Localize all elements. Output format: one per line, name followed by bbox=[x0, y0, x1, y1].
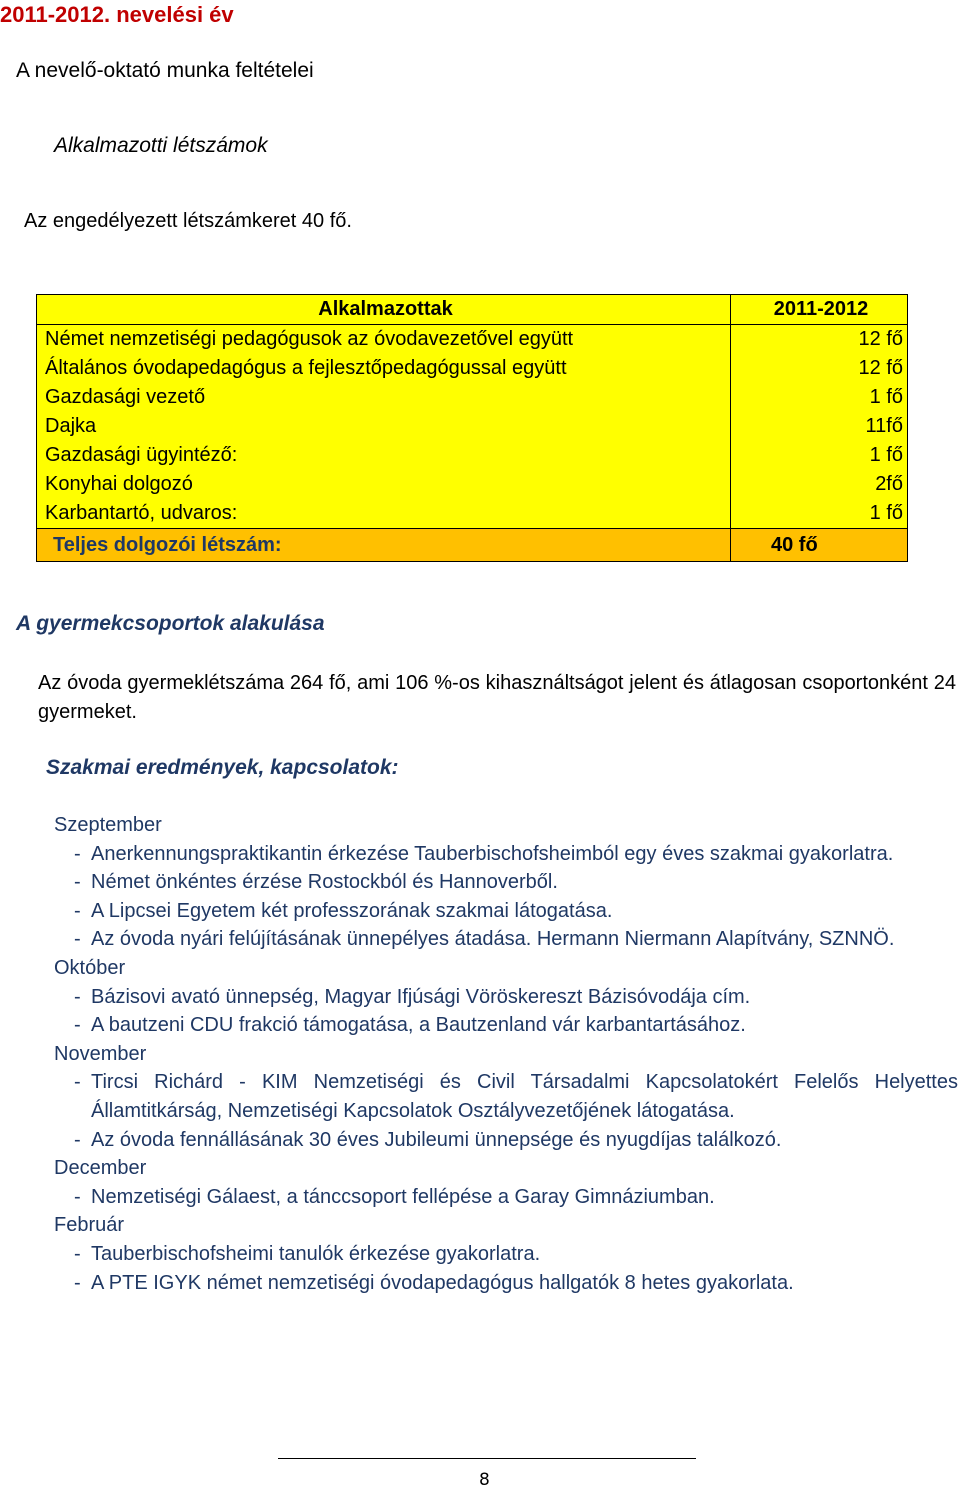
groups-paragraph bbox=[16, 669, 956, 727]
list-bullet: - bbox=[74, 1071, 81, 1094]
groups-text: Az óvoda gyermeklétszáma 264 fő, ami 106 %-os kihasználtságot jelent és átlagosan csoportonként 24 gyermeket. bbox=[38, 672, 956, 723]
staff-total-row bbox=[37, 529, 908, 562]
list-item bbox=[54, 1011, 958, 1040]
list-bullet: - bbox=[74, 928, 81, 951]
staff-row-value: 1 fő bbox=[731, 499, 908, 529]
list-bullet: - bbox=[74, 985, 81, 1008]
list-bullet: - bbox=[74, 899, 81, 922]
event-text: Tircsi Richárd - KIM Nemzetiségi és Civil Társadalmi Kapcsolatokért Felelős Helyettes Államtitkárság, Nemzetiségi Kapcsolatok Osztályvezetőjének látogatása. bbox=[91, 1071, 958, 1122]
staff-total-value: 40 fő bbox=[731, 529, 908, 562]
staff-header-name: Alkalmazottak bbox=[37, 295, 731, 325]
staff-row-name: Gazdasági vezető bbox=[37, 383, 731, 412]
table-row bbox=[37, 354, 908, 383]
staff-row-value: 1 fő bbox=[731, 441, 908, 470]
list-bullet: - bbox=[74, 1242, 81, 1265]
page-number: 8 bbox=[479, 1470, 490, 1490]
staff-row-value: 12 fő bbox=[731, 325, 908, 355]
table-row bbox=[37, 325, 908, 355]
event-text: Anerkennungspraktikantin érkezése Tauberbischofsheimból egy éves szakmai gyakorlatra. bbox=[91, 842, 894, 865]
events-list bbox=[54, 811, 958, 1297]
table-row bbox=[37, 383, 908, 412]
list-item bbox=[54, 1240, 958, 1269]
list-item bbox=[54, 983, 958, 1012]
document-title: 2011-2012. nevelési év bbox=[0, 2, 234, 27]
footer-divider bbox=[278, 1458, 696, 1459]
section-heading: A nevelő-oktató munka feltételei bbox=[16, 59, 314, 82]
groups-heading: A gyermekcsoportok alakulása bbox=[16, 612, 325, 635]
month-heading: Október bbox=[54, 956, 126, 979]
list-item bbox=[54, 1126, 958, 1155]
list-bullet: - bbox=[74, 871, 81, 894]
list-item bbox=[54, 868, 958, 897]
list-item bbox=[54, 925, 958, 954]
results-heading: Szakmai eredmények, kapcsolatok: bbox=[46, 756, 399, 779]
list-bullet: - bbox=[74, 1128, 81, 1151]
list-item bbox=[54, 840, 958, 869]
list-bullet: - bbox=[74, 1014, 81, 1037]
staff-row-value: 2fő bbox=[731, 470, 908, 499]
staff-row-value: 12 fő bbox=[731, 354, 908, 383]
staff-total-label: Teljes dolgozói létszám: bbox=[37, 529, 731, 562]
staff-table bbox=[36, 294, 908, 562]
staff-row-value: 11fő bbox=[731, 412, 908, 441]
month-heading: December bbox=[54, 1157, 147, 1180]
staff-row-name: Karbantartó, udvaros: bbox=[37, 499, 731, 529]
event-text: Tauberbischofsheimi tanulók érkezése gyakorlatra. bbox=[91, 1242, 541, 1265]
list-bullet: - bbox=[74, 1185, 81, 1208]
intro-text: Az engedélyezett létszámkeret 40 fő. bbox=[24, 210, 352, 232]
month-heading: Szeptember bbox=[54, 814, 162, 836]
list-item bbox=[54, 1068, 958, 1125]
staff-row-name: Általános óvodapedagógus a fejlesztőpedagógussal együtt bbox=[37, 354, 731, 383]
staff-row-name: Konyhai dolgozó bbox=[37, 470, 731, 499]
subsection-heading: Alkalmazotti létszámok bbox=[54, 134, 268, 157]
event-text: A PTE IGYK német nemzetiségi óvodapedagógus hallgatók 8 hetes gyakorlata. bbox=[91, 1271, 794, 1294]
staff-table-header bbox=[37, 295, 908, 325]
event-text: Bázisovi avató ünnepség, Magyar Ifjúsági Vöröskereszt Bázisóvodája cím. bbox=[91, 985, 751, 1008]
table-row bbox=[37, 412, 908, 441]
list-item bbox=[54, 897, 958, 926]
staff-row-name: Gazdasági ügyintéző: bbox=[37, 441, 731, 470]
list-bullet: - bbox=[74, 842, 81, 865]
list-item bbox=[54, 1183, 958, 1212]
event-text: A bautzeni CDU frakció támogatása, a Bautzenland vár karbantartásához. bbox=[91, 1014, 746, 1037]
staff-row-name: Német nemzetiségi pedagógusok az óvodavezetővel együtt bbox=[37, 325, 731, 355]
staff-row-name: Dajka bbox=[37, 412, 731, 441]
table-row bbox=[37, 441, 908, 470]
month-heading: November bbox=[54, 1042, 147, 1065]
event-text: Német önkéntes érzése Rostockból és Hannoverből. bbox=[91, 871, 558, 894]
table-row bbox=[37, 499, 908, 529]
event-text: Az óvoda fennállásának 30 éves Jubileumi ünnepsége és nyugdíjas találkozó. bbox=[91, 1128, 782, 1151]
staff-row-value: 1 fő bbox=[731, 383, 908, 412]
table-row bbox=[37, 470, 908, 499]
event-text: A Lipcsei Egyetem két professzorának szakmai látogatása. bbox=[91, 899, 613, 922]
event-text: Az óvoda nyári felújításának ünnepélyes átadása. Hermann Niermann Alapítvány, SZNNÖ. bbox=[91, 928, 895, 951]
month-heading: Február bbox=[54, 1214, 125, 1237]
list-bullet: - bbox=[74, 1271, 81, 1294]
event-text: Nemzetiségi Gálaest, a tánccsoport fellépése a Garay Gimnáziumban. bbox=[91, 1185, 715, 1208]
list-item bbox=[54, 1269, 958, 1298]
staff-header-year: 2011-2012 bbox=[731, 295, 908, 325]
